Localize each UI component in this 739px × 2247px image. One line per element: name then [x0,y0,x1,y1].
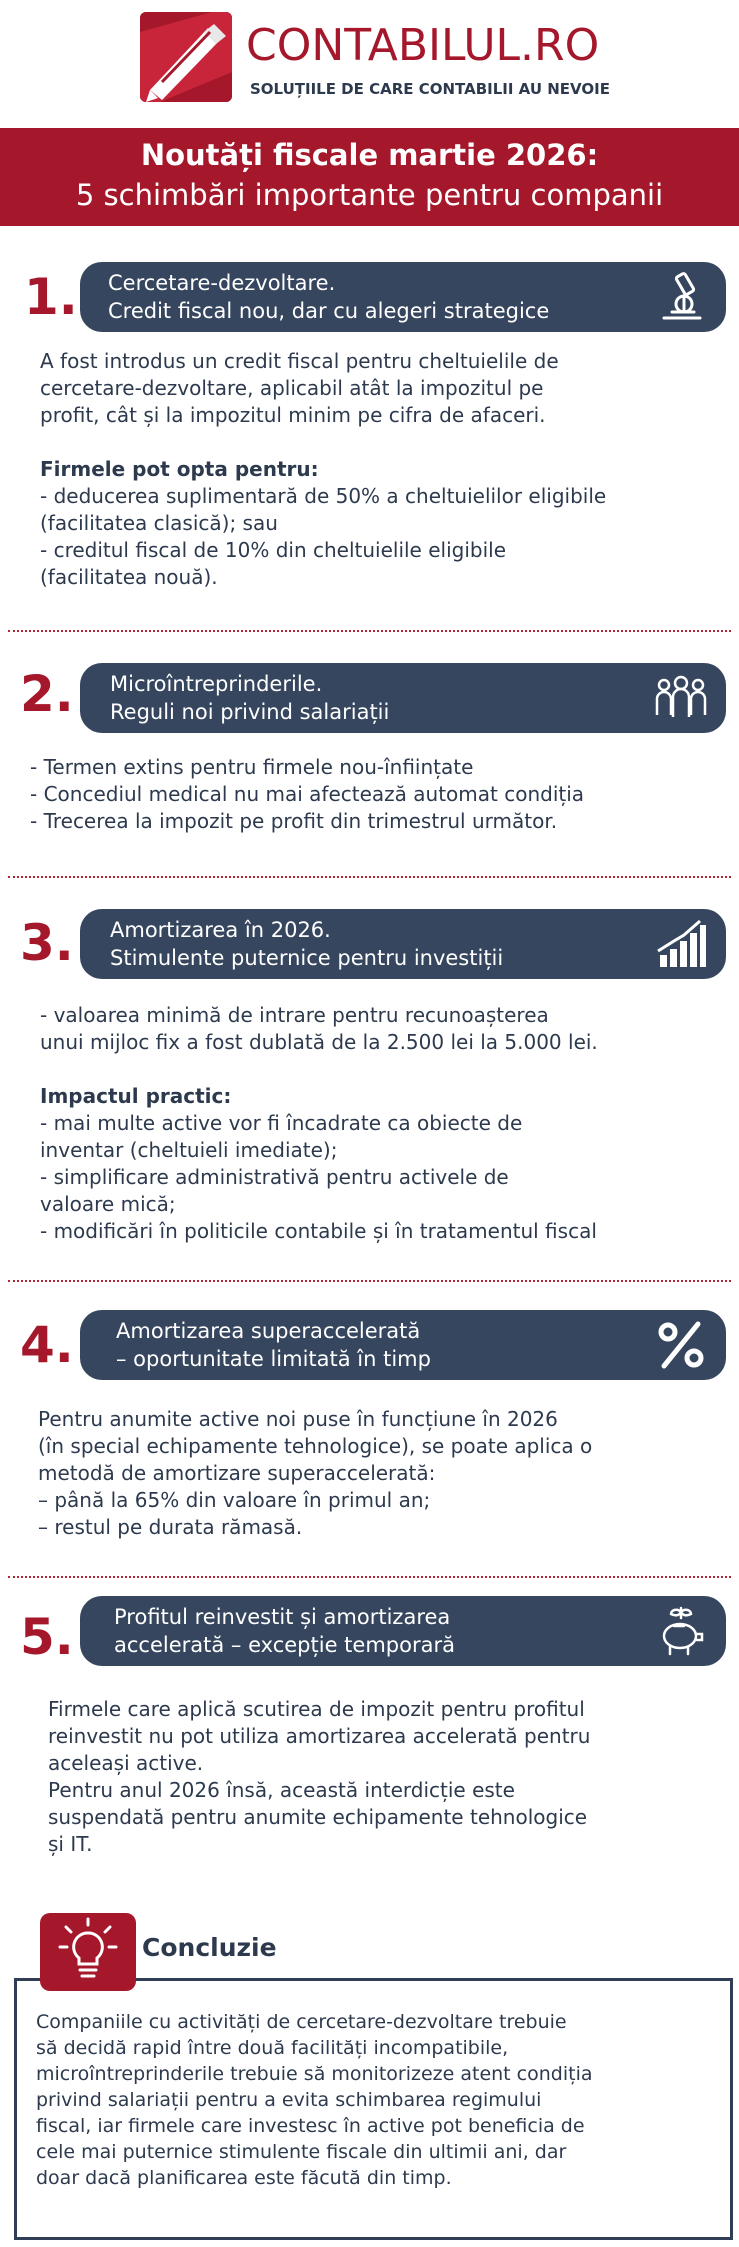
section-number: 4. [20,1316,74,1374]
section-body [40,348,606,591]
body-heading: Firmele pot opta pentru: [40,457,319,481]
section-body [48,1696,590,1858]
conclusion-line: să decidă rapid între două facilități incompatibile, [36,2037,509,2059]
pen-logo-icon [140,12,232,102]
section-subtitle: Reguli noi privind salariații [110,700,390,724]
conclusion-badge [40,1913,136,1991]
section-title: Cercetare-dezvoltare. [108,271,336,295]
page-subtitle: 5 schimbări importante pentru companii [75,178,664,212]
section-subtitle: – oportunitate limitată în timp [116,1347,431,1371]
percent-icon [654,1318,708,1372]
body-heading: Impactul practic: [40,1084,232,1108]
body-line: - valoarea minimă de intrare pentru recunoașterea [40,1003,549,1027]
body-line: unui mijloc fix a fost dublată de la 2.500 lei la 5.000 lei. [40,1030,598,1054]
section-header [80,262,726,332]
section-subtitle: Stimulente puternice pentru investiții [110,946,504,970]
body-line: - creditul fiscal de 10% din cheltuielile eligibile [40,538,507,562]
section-body [30,754,584,835]
brand-tagline: SOLUȚIILE DE CARE CONTABILII AU NEVOIE [250,80,610,98]
body-line: Pentru anul 2026 însă, această interdicție este [48,1778,515,1802]
section-number: 3. [20,914,74,972]
divider [8,1576,731,1578]
section-number: 5. [20,1608,74,1666]
people-icon [654,671,708,725]
body-line: suspendată pentru anumite echipamente tehnologice [48,1805,588,1829]
divider [8,630,731,632]
divider [8,1280,731,1282]
brand-name: CONTABILUL.RO [246,20,600,71]
section-title: Amortizarea superaccelerată [116,1319,421,1343]
body-line: A fost introdus un credit fiscal pentru cheltuielile de [40,349,559,373]
body-line: aceleași active. [48,1751,204,1775]
body-line: metodă de amortizare superaccelerată: [38,1461,436,1485]
section-header [80,1596,726,1666]
body-line: cercetare-dezvoltare, aplicabil atât la impozitul pe [40,376,544,400]
section-body [40,1002,598,1245]
piggy-bank-icon [654,1604,708,1658]
body-line: și IT. [48,1832,93,1856]
body-line: - Concediul medical nu mai afectează automat condiția [30,782,585,806]
title-banner [0,128,739,226]
body-line: reinvestit nu pot utiliza amortizarea accelerată pentru [48,1724,591,1748]
section-title: Microîntreprinderile. [110,672,323,696]
logo [140,12,232,102]
body-line: Firmele care aplică scutirea de impozit pentru profitul [48,1697,585,1721]
body-line: - deducerea suplimentară de 50% a cheltuielilor eligibile [40,484,607,508]
section-subtitle: Credit fiscal nou, dar cu alegeri strategice [108,299,550,323]
lightbulb-icon [40,1913,136,1991]
conclusion-line: privind salariații pentru a evita schimbarea regimului [36,2089,542,2111]
microscope-icon [654,270,708,324]
conclusion-line: cele mai puternice stimulente fiscale din ultimii ani, dar [36,2141,567,2163]
section-number: 1. [24,268,78,326]
conclusion-line: doar dacă planificarea este făcută din timp. [36,2167,452,2189]
growth-chart-icon [654,917,708,971]
conclusion-text [36,2009,593,2191]
body-line: Pentru anumite active noi puse în funcțiune în 2026 [38,1407,558,1431]
divider [8,876,731,878]
body-line: inventar (cheltuieli imediate); [40,1138,338,1162]
conclusion-line: Companiile cu activități de cercetare-dezvoltare trebuie [36,2011,567,2033]
section-header [80,1310,726,1380]
body-line: profit, cât și la impozitul minim pe cifra de afaceri. [40,403,546,427]
body-line: - simplificare administrativă pentru activele de [40,1165,509,1189]
body-line: – restul pe durata rămasă. [38,1515,303,1539]
conclusion-line: fiscal, iar firmele care investesc în active pot beneficia de [36,2115,585,2137]
section-body [38,1406,592,1541]
body-line: (facilitatea nouă). [40,565,218,589]
section-subtitle: accelerată – excepție temporară [114,1633,455,1657]
section-header [80,909,726,979]
body-line: – până la 65% din valoare în primul an; [38,1488,431,1512]
body-line: (facilitatea clasică); sau [40,511,278,535]
page-title: Noutăți fiscale martie 2026: [140,138,599,172]
body-line [40,1056,598,1083]
body-line: - Trecerea la impozit pe profit din trimestrul următor. [30,809,558,833]
body-line [40,429,606,456]
body-line: (în special echipamente tehnologice), se poate aplica o [38,1434,593,1458]
body-line: valoare mică; [40,1192,176,1216]
body-line: - modificări în politicile contabile și în tratamentul fiscal [40,1219,597,1243]
section-number: 2. [20,665,74,723]
conclusion-line: microîntreprinderile trebuie să monitorizeze atent condiția [36,2063,593,2085]
body-line: - Termen extins pentru firmele nou-înființate [30,755,474,779]
body-line: - mai multe active vor fi încadrate ca obiecte de [40,1111,523,1135]
section-title: Amortizarea în 2026. [110,918,331,942]
conclusion-title: Concluzie [142,1933,277,1962]
section-header [80,663,726,733]
section-title: Profitul reinvestit și amortizarea [114,1605,451,1629]
